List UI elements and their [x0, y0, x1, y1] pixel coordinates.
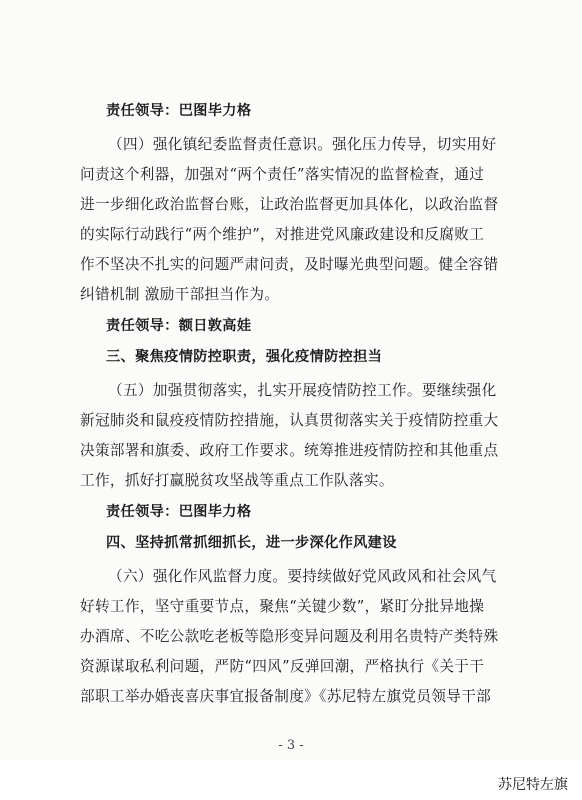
section-4-heading: 四、坚持抓常抓细抓长，进一步深化作风建设 [106, 535, 397, 551]
paragraph-4-line-3: 进一步细化政治监督台账，让政治监督更加具体化，以政治监督 [80, 196, 499, 213]
paragraph-5-line-4: 工作，抓好打赢脱贫攻坚战等重点工作队落实。 [80, 472, 394, 489]
paragraph-4-line-4: 的实际行动践行“两个维护”，对推进党风廉政建设和反腐败工 [80, 226, 485, 243]
paragraph-6-line-1: （六）强化作风监督力度。要持续做好党风政风和社会风气 [108, 568, 497, 585]
responsible-leader-line: 责任领导：额日敦高娃 [106, 318, 252, 334]
page-number: - 3 - [278, 738, 304, 753]
paragraph-5-line-3: 决策部署和旗委、政府工作要求。统筹推进疫情防控和其他重点 [80, 442, 499, 459]
paragraph-6-line-5: 部职工举办婚丧喜庆事宜报备制度》《苏尼特左旗党员领导干部 [80, 688, 492, 705]
paragraph-4-line-5: 作不坚决不扎实的问题严肃问责，及时曝光典型问题。健全容错 [80, 256, 499, 273]
responsible-leader-line: 责任领导：巴图毕力格 [106, 504, 252, 520]
responsible-leader-line: 责任领导：巴图毕力格 [106, 103, 252, 119]
paragraph-6-line-3: 办酒席、不吃公款吃老板等隐形变异问题及利用名贵特产类特殊 [80, 628, 499, 645]
source-watermark: 苏尼特左旗 [498, 777, 568, 793]
paragraph-6-line-4: 资源谋取私利问题，严防“四风”反弹回潮，严格执行《关于干 [80, 658, 485, 675]
section-3-heading: 三、聚焦疫情防控职责，强化疫情防控担当 [106, 349, 383, 365]
paragraph-4-line-2: 问责这个利器，加强对“两个责任”落实情况的监督检查，通过 [80, 166, 485, 183]
paragraph-4-line-6: 纠错机制 激励干部担当作为。 [80, 286, 280, 303]
paragraph-4-line-1: （四）强化镇纪委监督责任意识。强化压力传导，切实用好 [108, 136, 497, 153]
paragraph-6-line-2: 好转工作，坚守重要节点，聚焦“关键少数”，紧盯分批异地操 [80, 598, 485, 615]
paragraph-5-line-1: （五）加强贯彻落实，扎实开展疫情防控工作。要继续强化 [108, 382, 497, 399]
paragraph-5-line-2: 新冠肺炎和鼠疫疫情防控措施，认真贯彻落实关于疫情防控重大 [80, 412, 499, 429]
